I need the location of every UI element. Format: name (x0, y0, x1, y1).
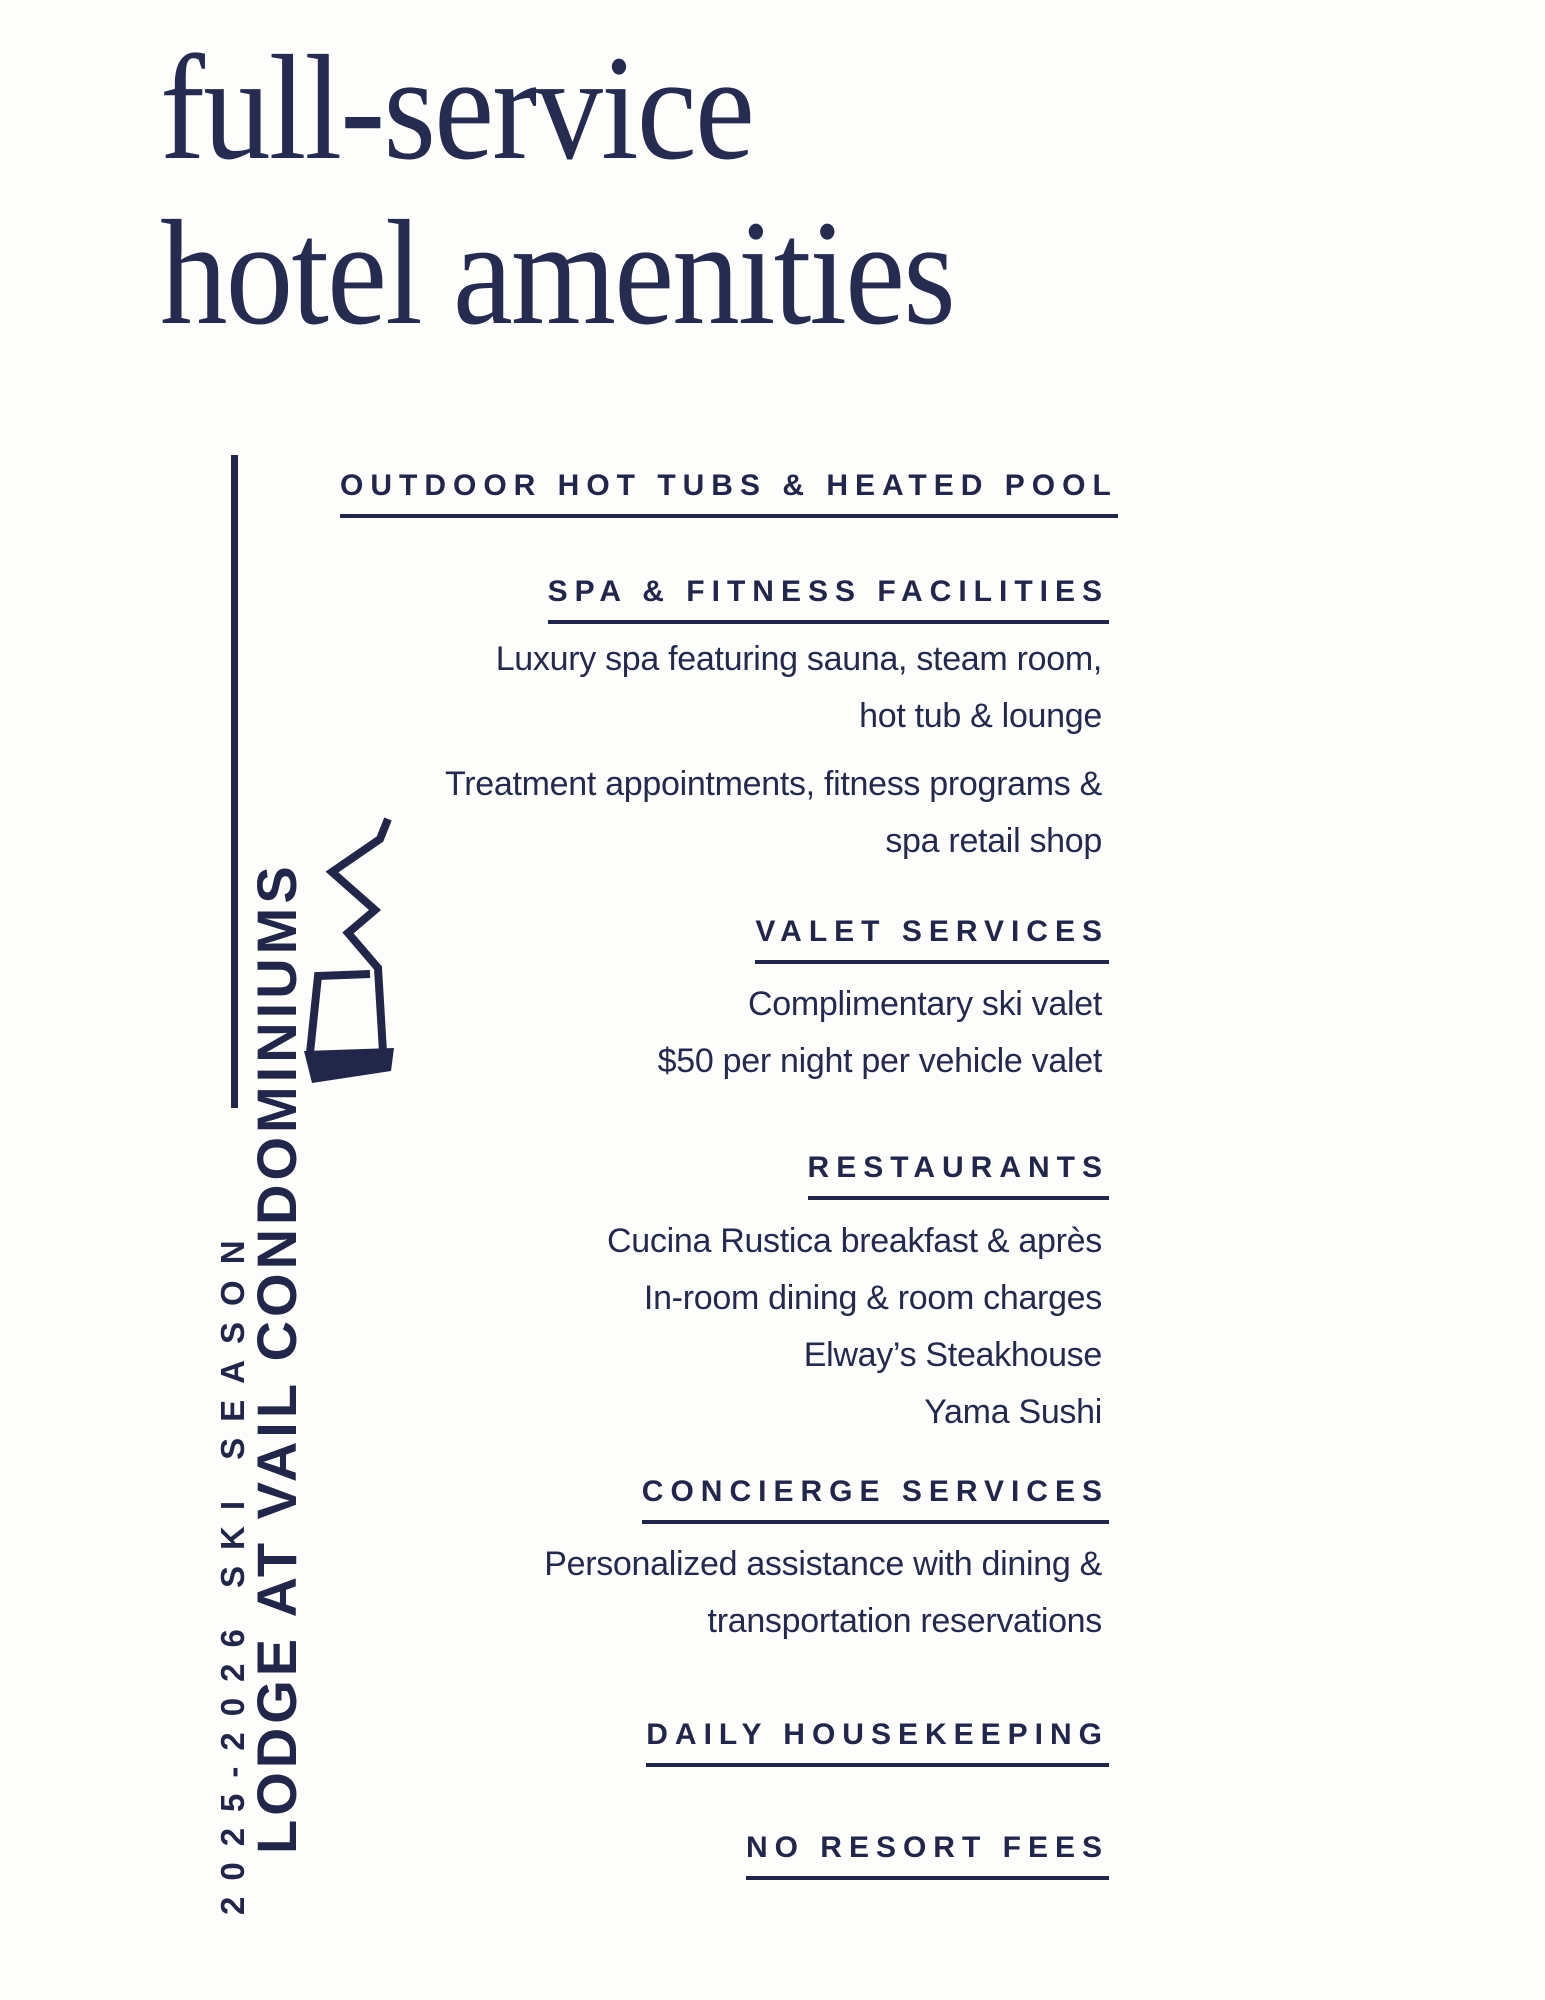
spa-line-3: Treatment appointments, fitness programs & (445, 765, 1102, 803)
spa-line-2: hot tub & lounge (859, 697, 1102, 735)
concierge-description (340, 1536, 1102, 1650)
restaurant-line-1: Cucina Rustica breakfast & après (607, 1222, 1102, 1260)
concierge-line-2: transportation reservations (707, 1602, 1102, 1640)
section-concierge (340, 1472, 1109, 1524)
section-heading-housekeeping: DAILY HOUSEKEEPING (646, 1715, 1109, 1767)
restaurants-list (340, 1213, 1102, 1441)
property-vertical-text: LODGE AT VAIL CONDOMINIUMS (245, 862, 308, 1854)
valet-description (340, 976, 1102, 1090)
section-housekeeping (340, 1715, 1109, 1767)
spa-line-1: Luxury spa featuring sauna, steam room, (495, 640, 1102, 678)
section-spa-fitness (340, 572, 1109, 624)
section-restaurants (340, 1148, 1109, 1200)
section-heading-valet: VALET SERVICES (755, 912, 1109, 964)
valet-line-2: $50 per night per vehicle valet (657, 1042, 1102, 1080)
restaurant-line-4: Yama Sushi (924, 1393, 1102, 1431)
section-outdoor-pool (340, 466, 1118, 518)
concierge-line-1: Personalized assistance with dining & (544, 1545, 1102, 1583)
valet-line-1: Complimentary ski valet (748, 985, 1102, 1023)
amenities-list (340, 0, 1118, 1880)
restaurant-line-2: In-room dining & room charges (643, 1279, 1102, 1317)
title-line-2: hotel amenities (160, 190, 955, 356)
section-valet (340, 912, 1109, 964)
season-vertical-text: 2025-2026 SKI SEASON (214, 1224, 251, 1915)
section-heading-concierge: CONCIERGE SERVICES (642, 1472, 1109, 1524)
restaurant-line-3: Elway’s Steakhouse (803, 1336, 1102, 1374)
vertical-divider-line (231, 455, 238, 1108)
title-line-1: full-service (160, 25, 754, 191)
section-no-resort-fees (340, 1828, 1109, 1880)
section-heading-no-resort-fees: NO RESORT FEES (746, 1828, 1109, 1880)
section-heading-outdoor-pool: OUTDOOR HOT TUBS & HEATED POOL (340, 466, 1118, 518)
spa-line-4: spa retail shop (885, 822, 1102, 860)
spa-services (340, 756, 1102, 870)
section-heading-spa-fitness: SPA & FITNESS FACILITIES (548, 572, 1109, 624)
spa-description (340, 631, 1102, 745)
section-heading-restaurants: RESTAURANTS (808, 1148, 1109, 1200)
